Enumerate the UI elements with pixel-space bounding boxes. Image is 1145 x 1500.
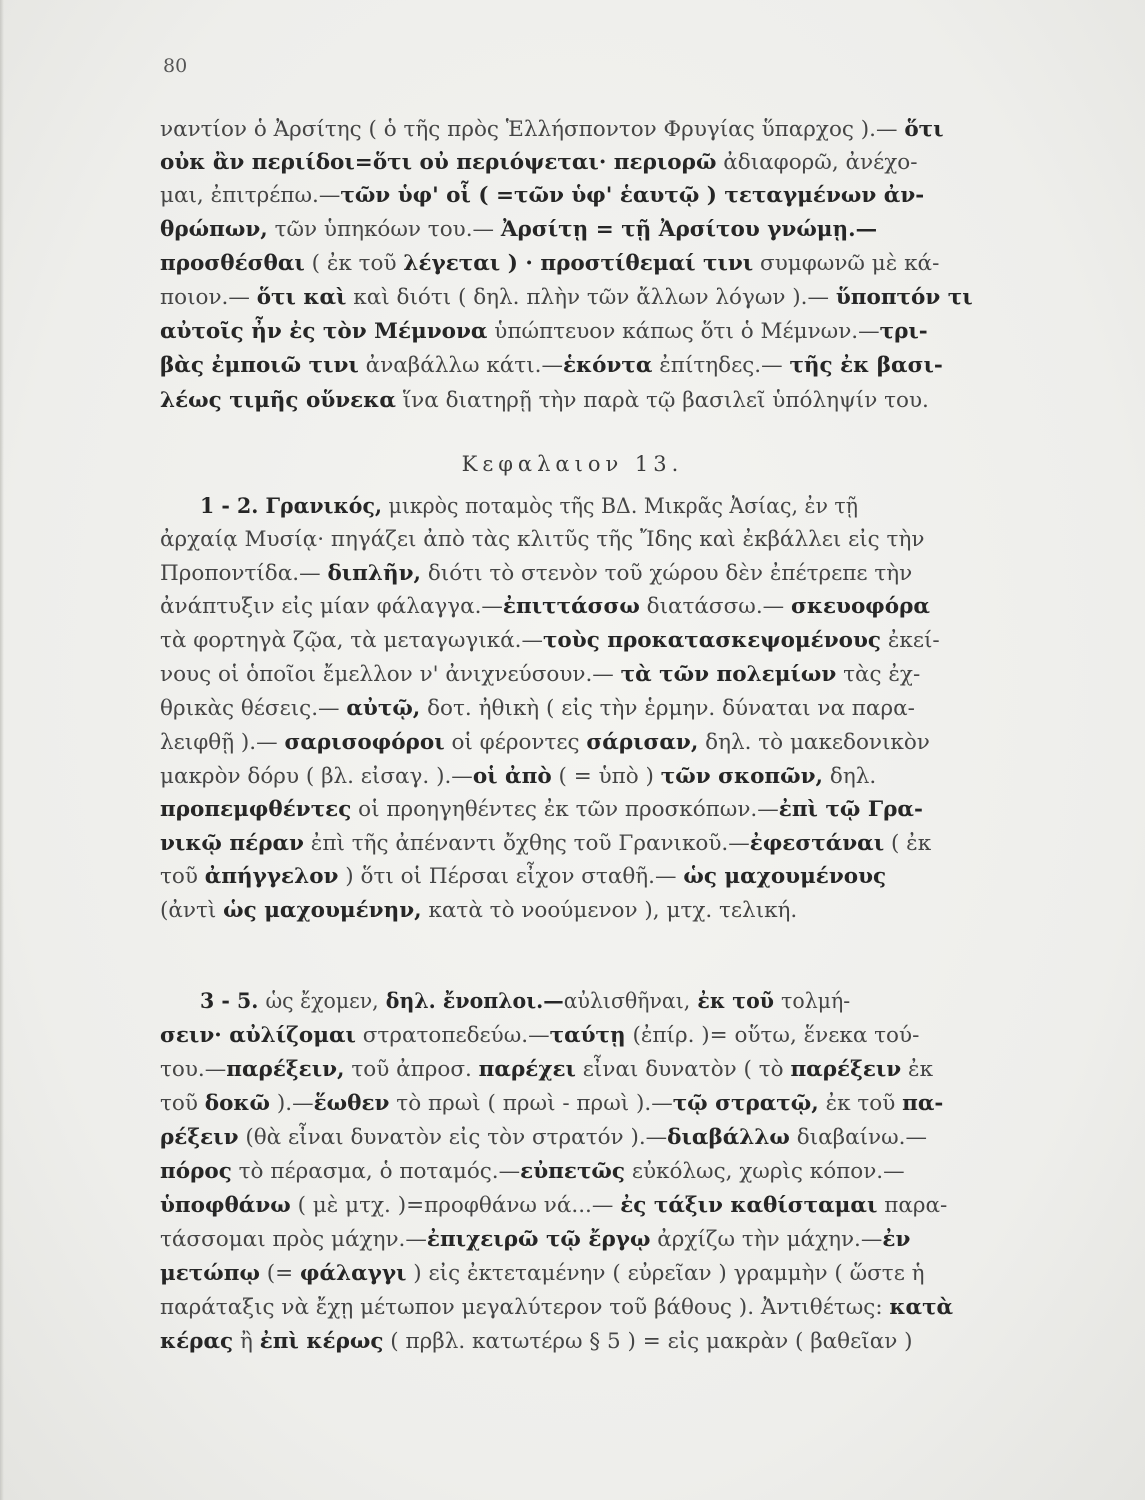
gloss-text: ).— (270, 1091, 314, 1116)
gloss-text: τοῦ ἀπροσ. (344, 1057, 479, 1082)
gloss-text: τὰς ἐχ- (836, 662, 921, 687)
lemma-term: δοκῶ (204, 1091, 271, 1116)
text-line (160, 592, 990, 622)
gloss-text: κατὰ τὸ νοούμενον ), μτχ. τελική. (421, 898, 798, 923)
gloss-text: τοῦ (160, 1091, 205, 1116)
gloss-text: νους οἱ ὁποῖοι ἔμελλον ν' ἀνιχνεύσουν.— (160, 662, 621, 687)
gloss-text: διαβαίνω.— (789, 1125, 927, 1150)
text-line (160, 660, 990, 690)
gloss-text: ναντίον ὁ Ἀρσίτης ( ὁ τῆς πρὸς Ἑλλήσποντον Φρυγίας ὕπαρχος ).— (160, 117, 905, 142)
gloss-text: του.— (160, 1057, 227, 1082)
gloss-text: στρατοπεδεύω.— (355, 1023, 550, 1048)
gloss-text: ἐπὶ τῆς ἀπέναντι ὄχθης τοῦ Γρανικοῦ.— (303, 831, 750, 856)
text-line (160, 1157, 990, 1187)
lemma-term: αὐτῷ, (346, 696, 421, 721)
chapter-heading: Κεφαλαιον 13. (461, 452, 684, 476)
gloss-text: ἀρχίζω τὴν μάχην.— (650, 1227, 883, 1252)
lemma-term: ἐφεστάναι (749, 831, 885, 856)
lemma-term: ὑποφθάνω (160, 1193, 291, 1218)
gloss-text: (θὰ εἶναι δυνατὸν εἰς τὸν στρατόν ).— (238, 1125, 668, 1150)
lemma-term: ἐκ τοῦ (690, 989, 782, 1014)
gloss-text: ( ἐκ (884, 831, 932, 856)
gloss-text: ποιον.— (160, 285, 257, 310)
lemma-term: τῆς ἐκ βασι- (789, 353, 943, 378)
lemma-term: ὡς μαχουμένους (683, 864, 887, 889)
lemma-term: τοὺς προκατασκεψομένους (542, 628, 882, 653)
gloss-text: τολμή- (781, 989, 851, 1014)
gloss-text: ἐκ τοῦ (818, 1091, 903, 1116)
lemma-term: θρώπων, (160, 217, 268, 242)
page-edge-shadow (0, 0, 4, 1500)
gloss-text: ἐκεί- (881, 628, 940, 653)
text-line (160, 1327, 990, 1357)
lemma-term: ἐπὶ τῷ Γρα- (778, 797, 923, 822)
text-line (160, 762, 990, 792)
gloss-text: τὸ πέρασμα, ὁ ποταμός.— (231, 1159, 521, 1184)
text-line (160, 115, 990, 145)
gloss-text: ἵνα διατηρῇ τὴν παρὰ τῷ βασιλεῖ ὑπόληψίν του. (395, 388, 929, 413)
lemma-term: ἕωθεν (313, 1091, 390, 1116)
lemma-term: τρι- (879, 319, 928, 344)
text-line (160, 829, 990, 859)
lemma-term: βὰς ἐμποιῶ τινι (160, 353, 359, 378)
gloss-text: ( πρβλ. κατωτέρω § 5 ) = εἰς μακρὰν ( βαθεῖαν ) (383, 1329, 913, 1354)
lemma-term: ἐπιττάσσω (502, 594, 640, 619)
gloss-text: εὐκόλως, χωρὶς κόπον.— (624, 1159, 905, 1184)
lemma-term: προσθέσθαι (160, 251, 305, 276)
gloss-text: ἐπίτηδες.— (652, 353, 790, 378)
lemma-term: ὅτι (904, 117, 944, 142)
gloss-text: (ἐπίρ. )= οὕτω, ἕνεκα τού- (625, 1023, 920, 1048)
text-line (160, 896, 990, 926)
text-line (160, 1293, 990, 1323)
text-line (160, 795, 990, 825)
lemma-term: τῶν ὑφ' οἷ ( =τῶν ὑφ' ἑαυτῷ ) τεταγμένων ἀν- (340, 183, 925, 208)
gloss-text: διατάσσω.— (639, 594, 791, 619)
text-line (160, 283, 990, 313)
gloss-text: τοῦ (160, 864, 205, 889)
lemma-term: σειν· αὐλίζομαι (160, 1023, 356, 1048)
lemma-term: 1 - 2. Γρανικός, (200, 494, 383, 519)
gloss-text: δοτ. ἠθικὴ ( εἰς τὴν ἑρμην. δύναται να παρα- (420, 696, 915, 721)
lemma-term: λέγεται ) · προστίθεμαί τινι (403, 251, 754, 276)
gloss-text: οἱ προηγηθέντες ἐκ τῶν προσκόπων.— (351, 797, 779, 822)
gloss-text: μακρὸν δόρυ ( βλ. εἰσαγ. ).— (160, 764, 473, 789)
lemma-term: ὕποπτόν τι (835, 285, 973, 310)
text-line (160, 215, 990, 245)
text-line (160, 1055, 990, 1085)
page-number: 80 (163, 55, 188, 77)
lemma-term: κατὰ (889, 1295, 954, 1320)
lemma-term: διαβάλλω (667, 1125, 790, 1150)
lemma-term: τὰ τῶν πολεμίων (620, 662, 837, 687)
lemma-term: 3 - 5. (200, 989, 266, 1014)
text-line (160, 386, 990, 416)
gloss-text: τὸ πρωὶ ( πρωὶ - πρωὶ ).— (389, 1091, 673, 1116)
text-line (160, 1225, 990, 1255)
lemma-term: προπεμφθέντες (160, 797, 352, 822)
gloss-text: μαι, ἐπιτρέπω.— (160, 183, 341, 208)
lemma-term: μετώπῳ (160, 1261, 260, 1286)
lemma-term: πόρος (160, 1159, 232, 1184)
gloss-text: δηλ. τὸ μακεδονικὸν (698, 730, 930, 755)
lemma-term: οὐκ ἂν περιίδοι=ὅτι οὐ περιόψεται· περιορῶ (160, 150, 717, 175)
lemma-term: παρέξειν (790, 1057, 902, 1082)
gloss-text: τὰ φορτηγὰ ζῷα, τὰ μεταγωγικά.— (160, 628, 543, 653)
gloss-text: αὐλισθῆναι, (563, 989, 691, 1014)
text-line (160, 351, 990, 381)
lemma-term: σαρισοφόροι (284, 730, 445, 755)
lemma-term: σάρισαν, (586, 730, 699, 755)
gloss-text: ἀρχαίᾳ Μυσίᾳ· πηγάζει ἀπὸ τὰς κλιτῦς τῆς Ἴδης καὶ ἐκβάλλει εἰς τὴν (160, 527, 925, 552)
lemma-term: τῷ στρατῷ, (672, 1091, 819, 1116)
lemma-term: ταύτῃ (549, 1023, 626, 1048)
lemma-term: ρέξειν (160, 1125, 239, 1150)
text-line (160, 317, 990, 347)
text-line (160, 1021, 990, 1051)
text-line (200, 492, 990, 522)
gloss-text: λειφθῇ ).— (160, 730, 285, 755)
lemma-term: ὅτι καὶ (256, 285, 347, 310)
lemma-term: παρέξειν, (226, 1057, 345, 1082)
text-line (160, 525, 990, 555)
gloss-text: ) ὅτι οἱ Πέρσαι εἶχον σταθῆ.— (338, 864, 684, 889)
gloss-text: δηλ. (823, 764, 877, 789)
lemma-term: οἱ ἀπὸ (472, 764, 552, 789)
lemma-term: δηλ. ἔνοπλοι.— (378, 989, 564, 1014)
gloss-text: ἀνάπτυξιν εἰς μίαν φάλαγγα.— (160, 594, 503, 619)
lemma-term: ὡς μαχουμένην, (223, 898, 422, 923)
text-line (160, 249, 990, 279)
text-line (160, 728, 990, 758)
lemma-term: λέως τιμῆς οὕνεκα (160, 388, 396, 413)
lemma-term: ἐς τάξιν καθίσταμαι (620, 1193, 878, 1218)
lemma-term: κέρας (160, 1329, 234, 1354)
lemma-term: Ἀρσίτῃ = τῇ Ἀρσίτου γνώμῃ.— (500, 217, 878, 242)
lemma-term: τῶν σκοπῶν, (660, 764, 824, 789)
text-line (160, 862, 990, 892)
lemma-term: διπλῆν, (327, 561, 422, 586)
lemma-term: σκευοφόρα (791, 594, 930, 619)
gloss-text: τῶν ὑπηκόων του.— (267, 217, 501, 242)
gloss-text: εἶναι δυνατὸν ( τὸ (575, 1057, 791, 1082)
gloss-text: ) εἰς ἐκτεταμένην ( εὐρεῖαν ) γραμμὴν ( ὥστε ἡ (406, 1261, 925, 1286)
lemma-term: νικῷ πέραν (160, 831, 304, 856)
text-line (160, 1259, 990, 1289)
text-line (160, 181, 990, 211)
gloss-text: οἱ φέροντες (444, 730, 587, 755)
text-line (160, 694, 990, 724)
text-line (160, 559, 990, 589)
gloss-text: τάσσομαι πρὸς μάχην.— (160, 1227, 427, 1252)
lemma-term: ἀπήγγελον (204, 864, 339, 889)
gloss-text: παρα- (877, 1193, 948, 1218)
lemma-term: φάλαγγι (300, 1261, 407, 1286)
lemma-term: παρέχει (478, 1057, 576, 1082)
gloss-text: ( = ὑπὸ ) (551, 764, 661, 789)
lemma-term: αὐτοῖς ἦν ἐς τὸν Μέμνονα (160, 319, 488, 344)
gloss-text: θρικὰς θέσεις.— (160, 696, 347, 721)
lemma-term: εὐπετῶς (520, 1159, 625, 1184)
lemma-term: ἐπιχειρῶ τῷ ἔργῳ (426, 1227, 651, 1252)
gloss-text: ἀναβάλλω κάτι.— (358, 353, 563, 378)
lemma-term: ἑκόντα (562, 353, 653, 378)
gloss-text: παράταξις νὰ ἔχῃ μέτωπον μεγαλύτερον τοῦ βάθους ). Ἀντιθέτως: (160, 1295, 890, 1320)
gloss-text: διότι τὸ στενὸν τοῦ χώρου δὲν ἐπέτρεπε τὴν (421, 561, 913, 586)
gloss-text: ἐκ (901, 1057, 934, 1082)
gloss-text: Προποντίδα.— (160, 561, 328, 586)
gloss-text: καὶ διότι ( δηλ. πλὴν τῶν ἄλλων λόγων ).— (346, 285, 836, 310)
lemma-term: πα- (902, 1091, 944, 1116)
text-line (160, 1089, 990, 1119)
gloss-text: ( μὲ μτχ. )=προφθάνω νά...— (290, 1193, 621, 1218)
text-line (200, 987, 990, 1017)
gloss-text: ὡς ἔχομεν, (265, 989, 379, 1014)
gloss-text: ἢ (233, 1329, 260, 1354)
gloss-text: συμφωνῶ μὲ κά- (753, 251, 940, 276)
gloss-text: ἀδιαφορῶ, ἀνέχο- (716, 150, 918, 175)
gloss-text: (= (259, 1261, 301, 1286)
lemma-term: ἐπὶ κέρως (259, 1329, 384, 1354)
gloss-text: ( ἐκ τοῦ (304, 251, 404, 276)
text-line (160, 1191, 990, 1221)
text-line (160, 626, 990, 656)
text-line (160, 1123, 990, 1153)
gloss-text: μικρὸς ποταμὸς τῆς ΒΔ. Μικρᾶς Ἀσίας, ἐν τῇ (382, 494, 858, 519)
gloss-text: (ἀντὶ (160, 898, 224, 923)
text-line (160, 148, 990, 178)
lemma-term: ἐν (882, 1227, 911, 1252)
gloss-text: ὑπώπτευον κάπως ὅτι ὁ Μέμνων.— (487, 319, 880, 344)
